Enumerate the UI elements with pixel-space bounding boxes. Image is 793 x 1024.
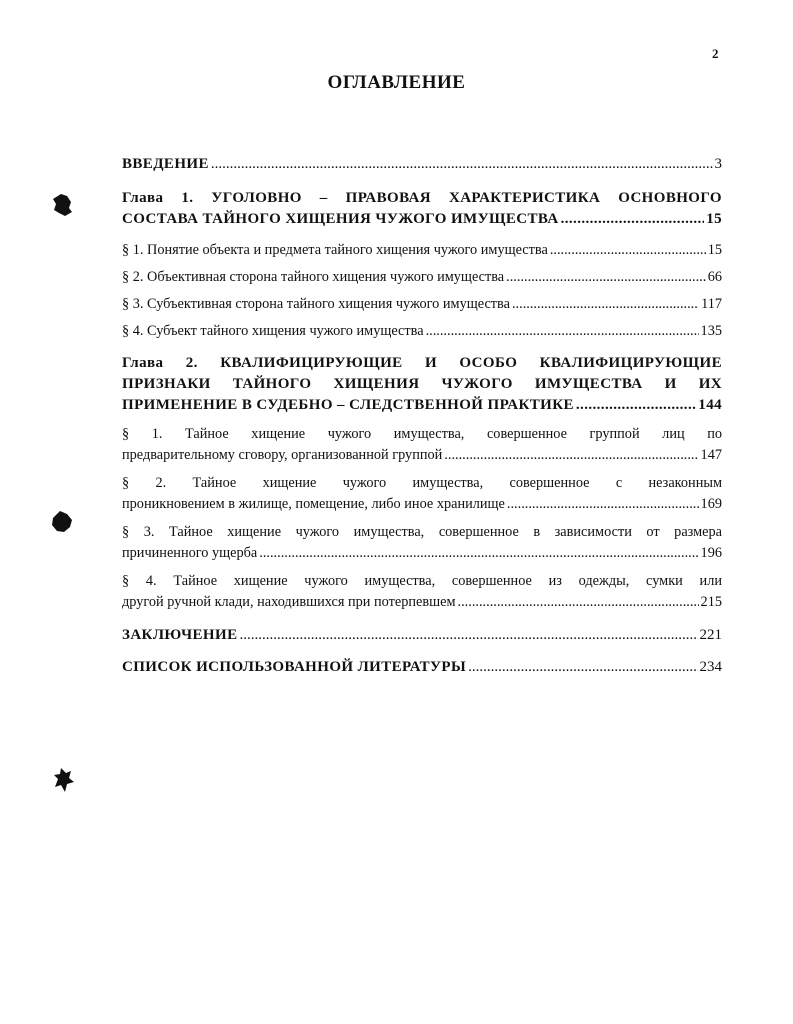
toc-label: ВВЕДЕНИЕ bbox=[122, 156, 209, 172]
toc-label-line: ПРИЗНАКИ ТАЙНОГО ХИЩЕНИЯ ЧУЖОГО ИМУЩЕСТВА И ИХ bbox=[122, 376, 722, 392]
toc-label-line: предварительному сговору, организованной группой bbox=[122, 447, 443, 463]
dot-leader bbox=[259, 543, 698, 564]
toc-entry-section[interactable] bbox=[122, 240, 722, 261]
toc-entry-conclusion[interactable] bbox=[122, 625, 722, 646]
toc-page: 196 bbox=[700, 545, 722, 561]
toc-page: 66 bbox=[707, 269, 722, 285]
toc-entry-section[interactable] bbox=[122, 424, 722, 466]
toc-page: 15 bbox=[707, 242, 722, 258]
scan-mark-2 bbox=[50, 510, 74, 534]
toc-label: § 2. Объективная сторона тайного хищения чужого имущества bbox=[122, 269, 505, 285]
toc-label: § 3. Субъективная сторона тайного хищения чужого имущества bbox=[122, 296, 510, 312]
scan-mark-3 bbox=[53, 767, 75, 793]
toc-page: 135 bbox=[700, 323, 722, 339]
toc-entry-section[interactable] bbox=[122, 321, 722, 342]
dot-leader bbox=[506, 267, 706, 288]
toc-label-line: проникновением в жилище, помещение, либо иное хранилище bbox=[122, 496, 505, 512]
toc-entry-intro[interactable] bbox=[122, 154, 722, 175]
dot-leader bbox=[507, 494, 699, 515]
toc-page: 215 bbox=[700, 594, 722, 610]
dot-leader bbox=[239, 625, 697, 646]
toc-label: СПИСОК ИСПОЛЬЗОВАННОЙ ЛИТЕРАТУРЫ bbox=[122, 659, 467, 675]
toc-entry-chapter-1[interactable] bbox=[122, 188, 722, 230]
toc-entry-section[interactable] bbox=[122, 571, 722, 613]
toc-label-line: § 2. Тайное хищение чужого имущества, совершенное с незаконным bbox=[122, 475, 722, 491]
toc-page: 3 bbox=[714, 156, 722, 172]
toc-entry-bibliography[interactable] bbox=[122, 657, 722, 678]
dot-leader bbox=[426, 321, 699, 342]
dot-leader bbox=[468, 657, 697, 678]
toc-page: 15 bbox=[706, 211, 722, 227]
dot-leader bbox=[211, 154, 713, 175]
toc-label-line: Глава 1. УГОЛОВНО – ПРАВОВАЯ ХАРАКТЕРИСТИКА ОСНОВНОГО bbox=[122, 190, 722, 206]
toc-page: 117 bbox=[701, 296, 722, 312]
toc-label-line: СОСТАВА ТАЙНОГО ХИЩЕНИЯ ЧУЖОГО ИМУЩЕСТВА bbox=[122, 211, 559, 227]
page-number: 2 bbox=[712, 46, 719, 61]
dot-leader bbox=[550, 240, 706, 261]
toc-entry-section[interactable] bbox=[122, 294, 722, 315]
toc-page: 221 bbox=[699, 627, 722, 643]
toc-label-line: причиненного ущерба bbox=[122, 545, 258, 561]
dot-leader bbox=[458, 592, 699, 613]
toc-label: § 1. Понятие объекта и предмета тайного хищения чужого имущества bbox=[122, 242, 548, 258]
toc-entry-chapter-2[interactable] bbox=[122, 353, 722, 416]
scan-mark-1 bbox=[52, 193, 74, 217]
dot-leader bbox=[444, 445, 698, 466]
toc-label: ЗАКЛЮЧЕНИЕ bbox=[122, 627, 238, 643]
toc-page: 234 bbox=[699, 659, 722, 675]
toc-entry-section[interactable] bbox=[122, 267, 722, 288]
toc-page: 169 bbox=[700, 496, 722, 512]
toc-entry-section[interactable] bbox=[122, 473, 722, 515]
dot-leader bbox=[512, 294, 699, 315]
dot-leader bbox=[576, 395, 696, 416]
toc-entry-section[interactable] bbox=[122, 522, 722, 564]
toc-label-line: другой ручной клади, находившихся при потерпевшем bbox=[122, 594, 456, 610]
toc-label-line: § 4. Тайное хищение чужого имущества, совершенное из одежды, сумки или bbox=[122, 573, 722, 589]
toc-label-line: Глава 2. КВАЛИФИЦИРУЮЩИЕ И ОСОБО КВАЛИФИЦИРУЮЩИЕ bbox=[122, 355, 722, 371]
toc-page: 144 bbox=[698, 397, 722, 413]
toc-page: 147 bbox=[700, 447, 722, 463]
toc-label-line: ПРИМЕНЕНИЕ В СУДЕБНО – СЛЕДСТВЕННОЙ ПРАКТИКЕ bbox=[122, 397, 574, 413]
toc-label-line: § 1. Тайное хищение чужого имущества, совершенное группой лиц по bbox=[122, 426, 722, 442]
page-title: ОГЛАВЛЕНИЕ bbox=[327, 72, 466, 93]
toc-label: § 4. Субъект тайного хищения чужого имущества bbox=[122, 323, 424, 339]
toc-label-line: § 3. Тайное хищение чужого имущества, совершенное в зависимости от размера bbox=[122, 524, 722, 540]
table-of-contents bbox=[122, 154, 722, 678]
dot-leader bbox=[561, 209, 705, 230]
